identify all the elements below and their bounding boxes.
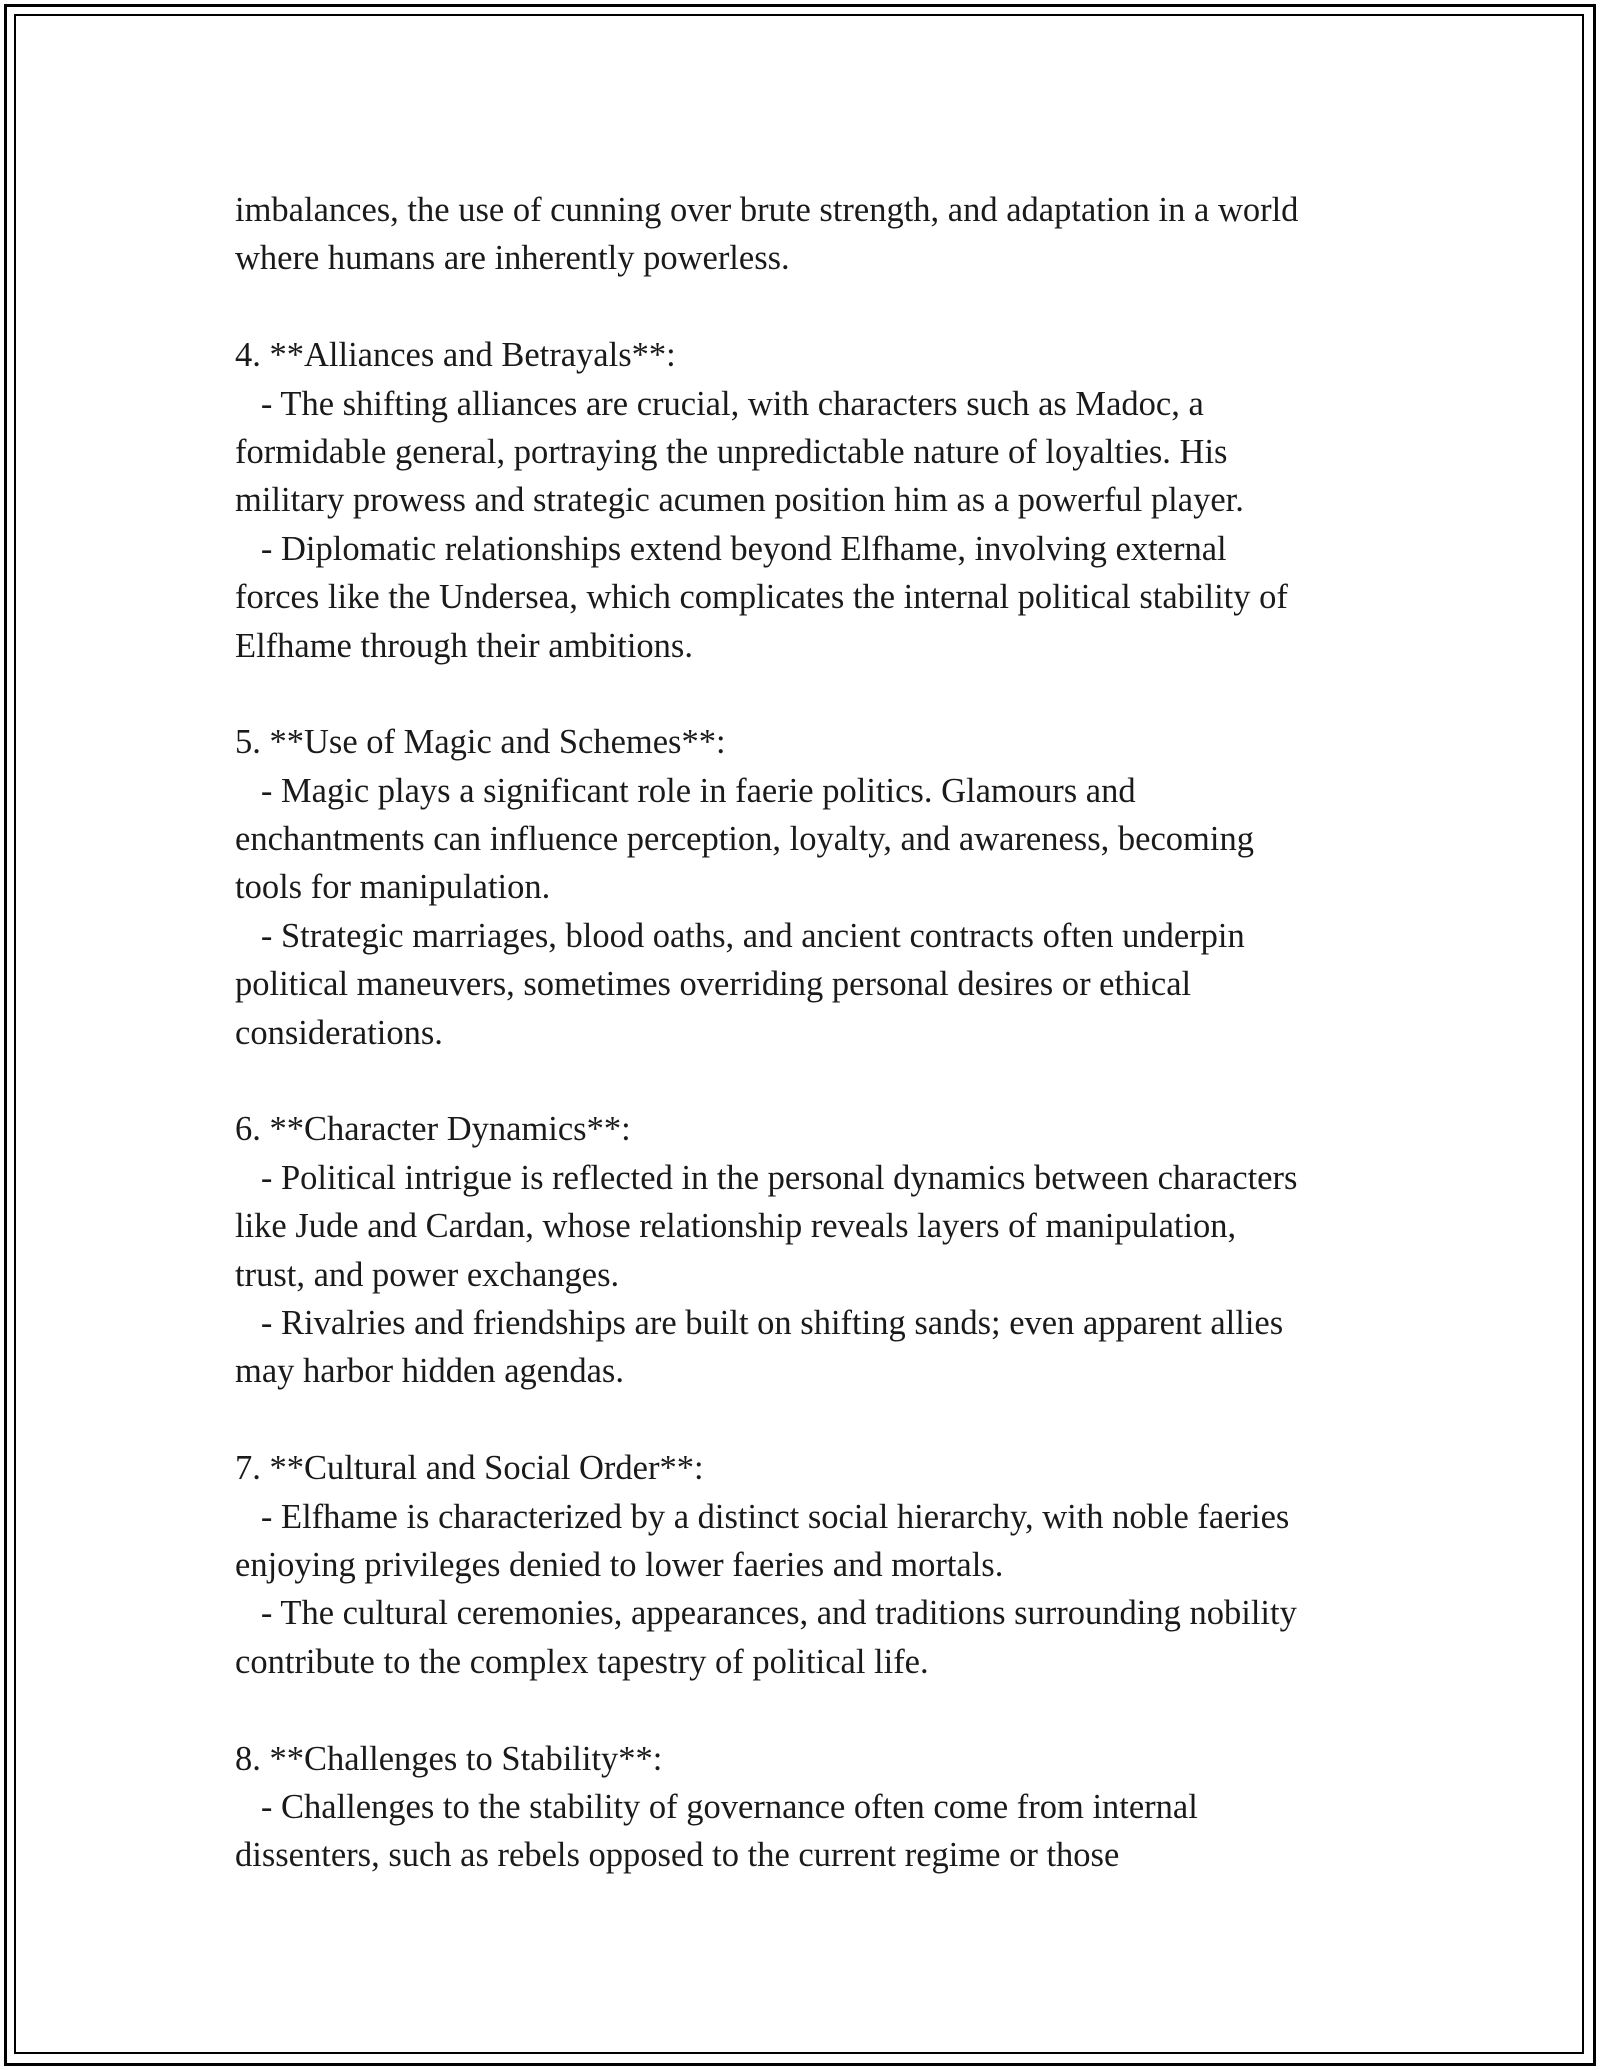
text-line: contribute to the complex tapestry of political life. [235,1642,929,1681]
text-line: trust, and power exchanges. [235,1255,620,1294]
text-line: 6. **Character Dynamics**: [235,1110,631,1149]
text-line: - Elfhame is characterized by a distinct social hierarchy, with noble faeries [235,1497,1290,1536]
text-line [235,283,1385,331]
text-line: - The cultural ceremonies, appearances, and traditions surrounding nobility [235,1594,1297,1633]
text-line: like Jude and Cardan, whose relationship reveals layers of manipulation, [235,1207,1237,1246]
text-line: - Challenges to the stability of governance often come from internal [235,1787,1198,1826]
text-line: enchantments can influence perception, loyalty, and awareness, becoming [235,820,1254,859]
text-line: where humans are inherently powerless. [235,239,790,278]
text-line [235,670,1385,718]
text-line: - Magic plays a significant role in faerie politics. Glamours and [235,771,1136,810]
text-line: - Rivalries and friendships are built on shifting sands; even apparent allies [235,1303,1284,1342]
text-line: - Political intrigue is reflected in the personal dynamics between characters [235,1158,1298,1197]
text-line: forces like the Undersea, which complicates the internal political stability of [235,578,1288,617]
text-line: formidable general, portraying the unpredictable nature of loyalties. His [235,432,1228,471]
text-line: imbalances, the use of cunning over brute strength, and adaptation in a world [235,191,1299,229]
text-line: - Diplomatic relationships extend beyond Elfhame, involving external [235,529,1227,568]
text-line: dissenters, such as rebels opposed to the current regime or those [235,1836,1120,1875]
text-line: Elfhame through their ambitions. [235,626,693,665]
text-line: - The shifting alliances are crucial, with characters such as Madoc, a [235,384,1204,423]
text-line: military prowess and strategic acumen position him as a powerful player. [235,481,1244,520]
document-body [235,186,1385,1880]
text-line [235,1686,1385,1734]
text-line: 4. **Alliances and Betrayals**: [235,336,676,375]
text-line: - Strategic marriages, blood oaths, and ancient contracts often underpin [235,916,1245,955]
text-line [235,1057,1385,1105]
text-line: considerations. [235,1013,443,1052]
text-line: enjoying privileges denied to lower faeries and mortals. [235,1545,1004,1584]
text-line: tools for manipulation. [235,868,551,907]
text-line: 8. **Challenges to Stability**: [235,1739,663,1778]
text-line: 5. **Use of Magic and Schemes**: [235,723,726,762]
text-line: may harbor hidden agendas. [235,1352,624,1391]
text-line: 7. **Cultural and Social Order**: [235,1449,704,1488]
text-line [235,1396,1385,1444]
text-line: political maneuvers, sometimes overriding personal desires or ethical [235,965,1192,1004]
